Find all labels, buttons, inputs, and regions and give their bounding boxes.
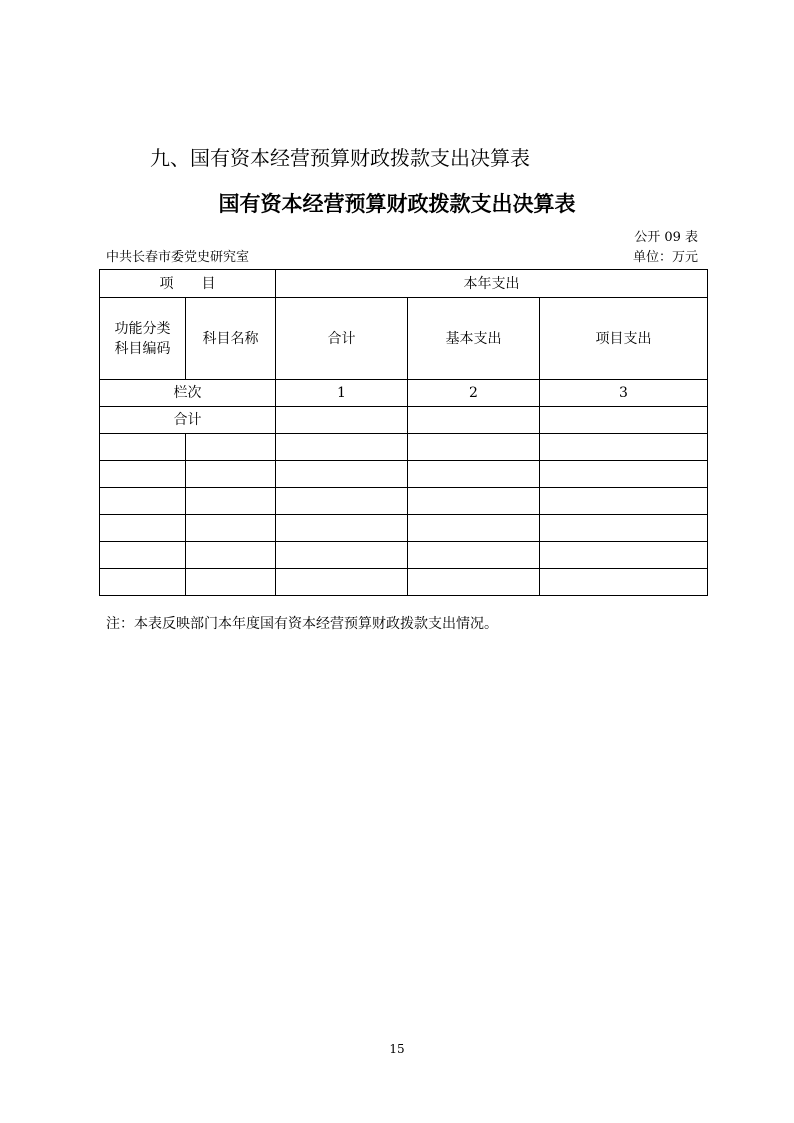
col-basic-header: 基本支出: [408, 298, 540, 380]
line-basic-cell: 2: [408, 380, 540, 407]
table-note: 注：本表反映部门本年度国有资本经营预算财政拨款支出情况。: [106, 616, 498, 632]
col-code-line2: 科目编码: [114, 340, 171, 357]
row-total-cell: [276, 461, 408, 488]
subheader-row: [100, 298, 708, 380]
row-basic-cell: [408, 515, 540, 542]
total-row: [100, 407, 708, 434]
line-number-row: [100, 380, 708, 407]
col-code-line1: 功能分类: [114, 320, 171, 337]
row-project-cell: [540, 461, 708, 488]
row-name-cell: [186, 542, 276, 569]
header-spend-cell: 本年支出: [276, 270, 708, 298]
row-project-cell: [540, 569, 708, 596]
col-total-header: 合计: [276, 298, 408, 380]
unit-label: 单位：万元: [632, 250, 698, 265]
row-basic-cell: [408, 569, 540, 596]
row-total-cell: [276, 488, 408, 515]
row-code-cell: [100, 488, 186, 515]
row-total-cell: [276, 542, 408, 569]
line-total-cell: 1: [276, 380, 408, 407]
row-name-cell: [186, 461, 276, 488]
row-basic-cell: [408, 488, 540, 515]
row-basic-cell: [408, 542, 540, 569]
row-total-cell: [276, 569, 408, 596]
col-code-header: [100, 298, 186, 380]
section-heading: 九、国有资本经营预算财政拨款支出决算表: [150, 146, 530, 170]
table-row: [100, 434, 708, 461]
line-label-cell: 栏次: [100, 380, 276, 407]
row-basic-cell: [408, 461, 540, 488]
row-code-cell: [100, 569, 186, 596]
row-name-cell: [186, 488, 276, 515]
org-name: 中共长春市委党史研究室: [106, 250, 250, 265]
row-name-cell: [186, 515, 276, 542]
line-project-cell: 3: [540, 380, 708, 407]
table-row: [100, 515, 708, 542]
row-total-cell: [276, 434, 408, 461]
total-label-cell: 合计: [100, 407, 276, 434]
row-basic-cell: [408, 434, 540, 461]
col-name-header: 科目名称: [186, 298, 276, 380]
table-row: [100, 542, 708, 569]
total-basic-cell: [408, 407, 540, 434]
row-code-cell: [100, 515, 186, 542]
row-project-cell: [540, 434, 708, 461]
budget-table: [99, 269, 708, 596]
row-total-cell: [276, 515, 408, 542]
row-project-cell: [540, 515, 708, 542]
table-row: [100, 488, 708, 515]
row-name-cell: [186, 569, 276, 596]
total-total-cell: [276, 407, 408, 434]
row-code-cell: [100, 434, 186, 461]
row-name-cell: [186, 434, 276, 461]
header-item-cell: 项 目: [100, 270, 276, 298]
header-row: [100, 270, 708, 298]
col-project-header: 项目支出: [540, 298, 708, 380]
table-row: [100, 461, 708, 488]
row-code-cell: [100, 461, 186, 488]
table-title: 国有资本经营预算财政拨款支出决算表: [218, 192, 576, 216]
row-code-cell: [100, 542, 186, 569]
row-project-cell: [540, 542, 708, 569]
page-number: 15: [389, 1042, 405, 1056]
total-project-cell: [540, 407, 708, 434]
form-code: 公开 09 表: [634, 230, 698, 245]
row-project-cell: [540, 488, 708, 515]
table-row: [100, 569, 708, 596]
